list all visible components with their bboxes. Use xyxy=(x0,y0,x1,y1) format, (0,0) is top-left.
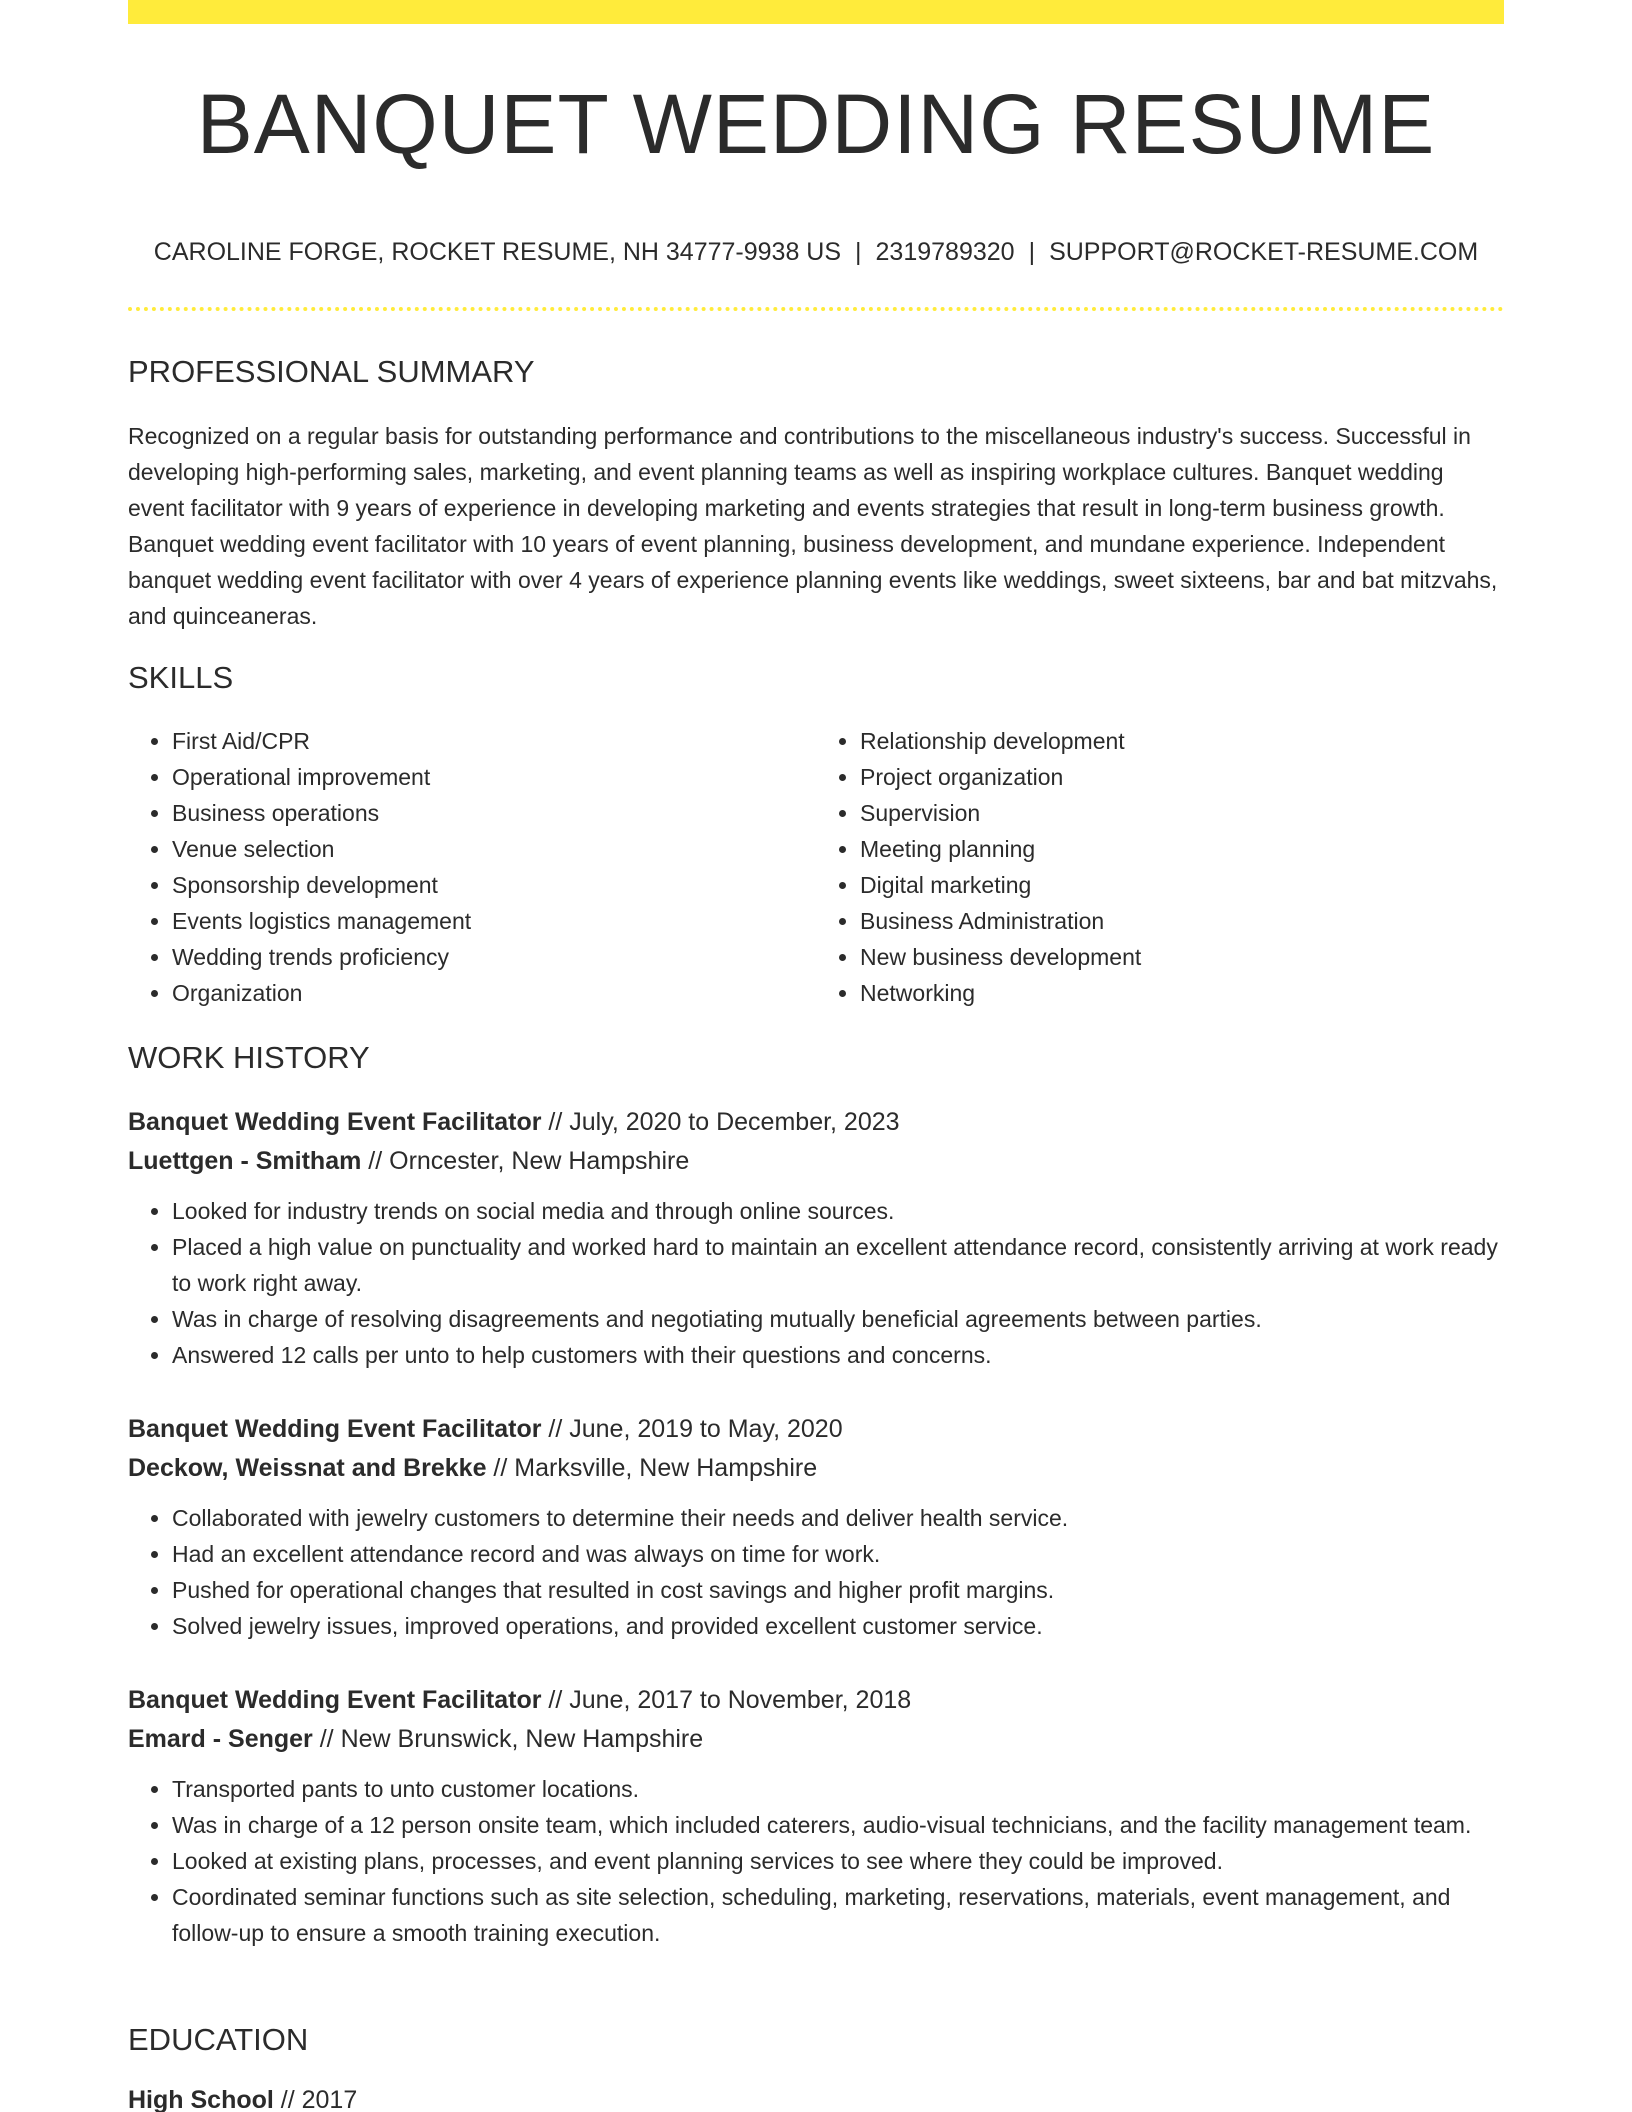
summary-text: Recognized on a regular basis for outstanding performance and contributions to the miscellaneous industry's success. Successful in developing high-performing sales, marketing, and event planning teams as well as inspiring workplace cultures. Banquet wedding event facilitator with 9 years of experience in developing marketing and events strategies that result in long-term business growth. Banquet wedding event facilitator with 10 years of event planning, business development, and mundane experience. Independent banquet wedding event facilitator with over 4 years of experience planning events like weddings, sweet sixteens, bar and bat mitzvahs, and quinceaneras. xyxy=(128,423,1498,629)
job-duties xyxy=(128,1771,1504,1951)
skill-item: • New business development xyxy=(860,939,1504,975)
job-location: // Orncester, New Hampshire xyxy=(361,1147,690,1175)
job-dates: // July, 2020 to December, 2023 xyxy=(541,1108,900,1136)
contact-phone: 2319789320 xyxy=(875,238,1015,266)
duty-item: • Was in charge of resolving disagreements and negotiating mutually beneficial agreements between parties. xyxy=(172,1301,1504,1337)
education-year: // 2017 xyxy=(273,2086,358,2112)
dotted-divider xyxy=(128,307,1504,311)
job-company: Deckow, Weissnat and Brekke xyxy=(128,1454,487,1482)
contact-separator: | xyxy=(855,238,862,266)
work-history-heading: WORK HISTORY xyxy=(128,1040,370,1075)
job-title-line xyxy=(128,1410,1504,1449)
skill-item: • Sponsorship development xyxy=(172,867,816,903)
duty-item: • Answered 12 calls per unto to help customers with their questions and concerns. xyxy=(172,1337,1504,1373)
job-title: Banquet Wedding Event Facilitator xyxy=(128,1686,542,1714)
education-line xyxy=(128,2081,1504,2112)
job-company-line xyxy=(128,1449,1504,1488)
duty-item: • Solved jewelry issues, improved operations, and provided excellent customer service. xyxy=(172,1608,1504,1644)
summary-heading: PROFESSIONAL SUMMARY xyxy=(128,354,535,389)
job-company-line xyxy=(128,1720,1504,1759)
skill-item: • Digital marketing xyxy=(860,867,1504,903)
job-company: Emard - Senger xyxy=(128,1725,313,1753)
duty-item: • Transported pants to unto customer locations. xyxy=(172,1771,1504,1807)
contact-separator: | xyxy=(1028,238,1036,266)
contact-line xyxy=(128,238,1504,267)
duty-item: • Was in charge of a 12 person onsite team, which included caterers, audio-visual technicians, and the facility management team. xyxy=(172,1807,1504,1843)
duty-item: • Pushed for operational changes that resulted in cost savings and higher profit margins. xyxy=(172,1572,1504,1608)
job-entry xyxy=(128,1103,1504,1373)
education-school: High School xyxy=(128,2086,274,2112)
skills-column-right xyxy=(816,723,1504,1011)
skill-item: • Supervision xyxy=(860,795,1504,831)
education-heading: EDUCATION xyxy=(128,2022,309,2057)
resume-title: BANQUET WEDDING RESUME xyxy=(196,77,1436,171)
duty-item: • Coordinated seminar functions such as site selection, scheduling, marketing, reservations, materials, event management, and follow-up to ensure a smooth training execution. xyxy=(172,1879,1504,1951)
contact-address: CAROLINE FORGE, ROCKET RESUME, NH 34777-9938 US xyxy=(153,238,842,266)
skill-item: • Business Administration xyxy=(860,903,1504,939)
job-location: // New Brunswick, New Hampshire xyxy=(312,1725,704,1753)
job-dates: // June, 2017 to November, 2018 xyxy=(541,1686,912,1714)
skill-item: • Networking xyxy=(860,975,1504,1011)
skills-list xyxy=(128,723,1504,1011)
job-duties xyxy=(128,1193,1504,1373)
skill-item: • Wedding trends proficiency xyxy=(172,939,816,975)
duty-item: • Looked at existing plans, processes, and event planning services to see where they could be improved. xyxy=(172,1843,1504,1879)
skill-item: • Events logistics management xyxy=(172,903,816,939)
job-entry xyxy=(128,1681,1504,1951)
skill-item: • Business operations xyxy=(172,795,816,831)
job-entry xyxy=(128,1410,1504,1644)
job-dates: // June, 2019 to May, 2020 xyxy=(541,1415,843,1443)
job-duties xyxy=(128,1500,1504,1644)
job-title: Banquet Wedding Event Facilitator xyxy=(128,1108,542,1136)
job-title-line xyxy=(128,1681,1504,1720)
education-entry xyxy=(128,2081,1504,2112)
job-location: // Marksville, New Hampshire xyxy=(486,1454,818,1482)
accent-top-bar xyxy=(128,0,1504,24)
skill-item: • Organization xyxy=(172,975,816,1011)
skill-item: • First Aid/CPR xyxy=(172,723,816,759)
duty-item: • Collaborated with jewelry customers to determine their needs and deliver health service. xyxy=(172,1500,1504,1536)
skill-item: • Operational improvement xyxy=(172,759,816,795)
skill-item: • Meeting planning xyxy=(860,831,1504,867)
skill-item: • Relationship development xyxy=(860,723,1504,759)
duty-item: • Looked for industry trends on social media and through online sources. xyxy=(172,1193,1504,1229)
skills-column-left xyxy=(128,723,816,1011)
contact-email: SUPPORT@ROCKET-RESUME.COM xyxy=(1049,238,1479,266)
skills-heading: SKILLS xyxy=(128,660,234,695)
job-company-line xyxy=(128,1142,1504,1181)
skill-item: • Project organization xyxy=(860,759,1504,795)
skill-item: • Venue selection xyxy=(172,831,816,867)
job-title: Banquet Wedding Event Facilitator xyxy=(128,1415,542,1443)
job-company: Luettgen - Smitham xyxy=(128,1147,362,1175)
duty-item: • Had an excellent attendance record and was always on time for work. xyxy=(172,1536,1504,1572)
job-title-line xyxy=(128,1103,1504,1142)
duty-item: • Placed a high value on punctuality and worked hard to maintain an excellent attendance record, consistently arriving at work ready to work right away. xyxy=(172,1229,1504,1301)
